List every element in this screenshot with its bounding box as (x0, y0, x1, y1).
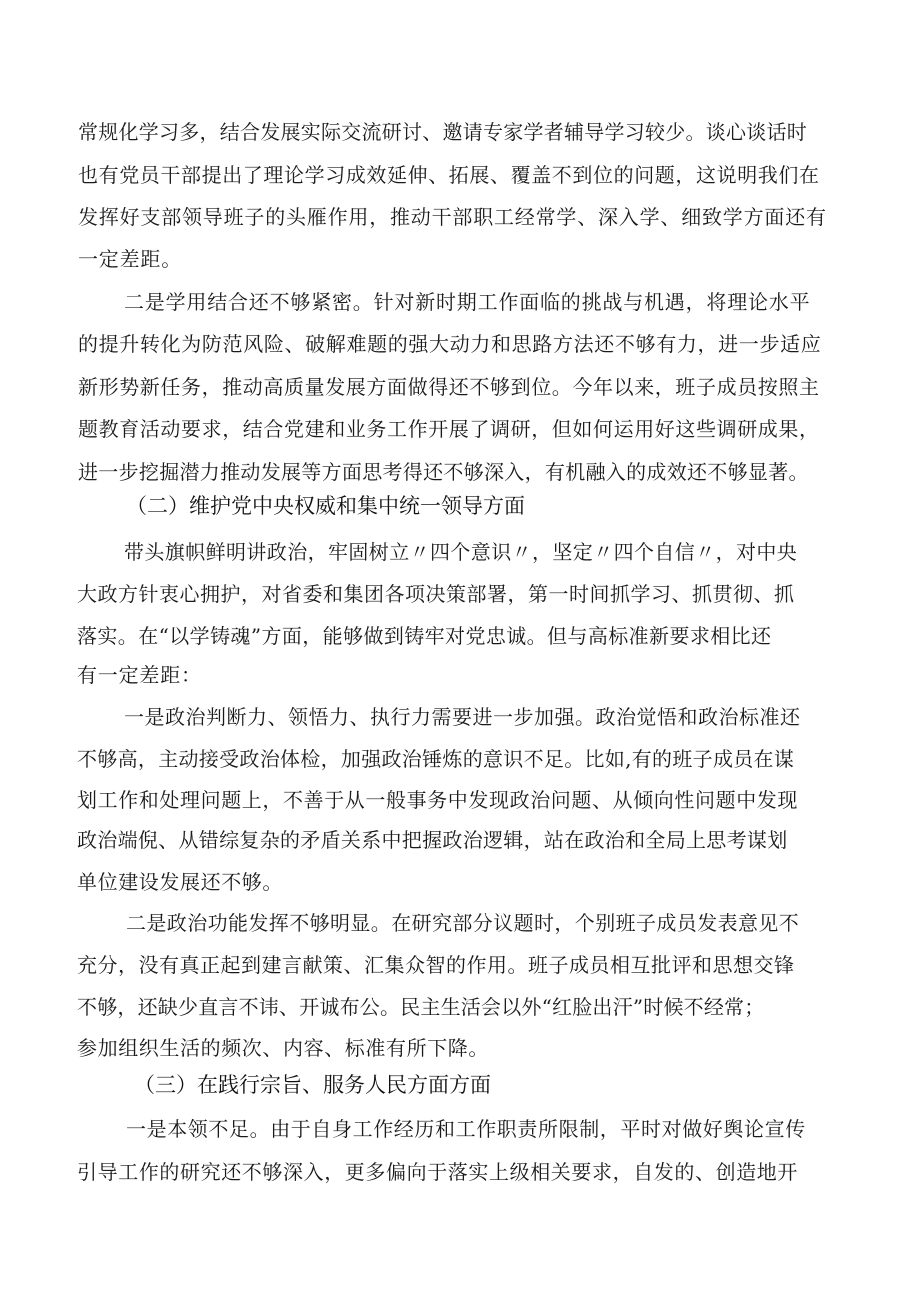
paragraph-line: 二是政治功能发挥不够明显。在研究部分议题时，个别班子成员发表意见不 (126, 911, 800, 935)
paragraph-line: 一是本领不足。由于自身工作经历和工作职责所限制，平时对做好舆论宣传 (126, 1117, 806, 1141)
paragraph-line: 落实。在“以学铸魂”方面，能够做到铸牢对党忠诚。但与高标准新要求相比还 (77, 624, 772, 648)
paragraph-line: 新形势新任务，推动高质量发展方面做得还不够到位。今年以来，班子成员按照主 (78, 375, 820, 399)
paragraph-line: 大政方针衷心拥护，对省委和集团各项决策部署，第一时间抓学习、抓贯彻、抓 (77, 582, 795, 606)
paragraph-line: 发挥好支部领导班子的头雁作用，推动干部职工经常学、深入学、细致学方面还有 (78, 205, 827, 229)
paragraph-line: 充分，没有真正起到建言献策、汇集众智的作用。班子成员相互批评和思想交锋 (77, 953, 795, 977)
paragraph-line: 也有党员干部提出了理论学习成效延伸、拓展、覆盖不到位的问题，这说明我们在 (78, 163, 820, 187)
paragraph-line: 有一定差距： (77, 663, 202, 687)
section-heading: （二）维护党中央权威和集中统一领导方面 (126, 494, 525, 518)
paragraph-line: 进一步挖掘潜力推动发展等方面思考得还不够深入，有机融入的成效还不够显著。 (78, 460, 809, 484)
paragraph-line: 不够高，主动接受政治体检，加强政治锤炼的意识不足。比如,有的班子成员在谋 (77, 747, 795, 771)
paragraph-line: 常规化学习多，结合发展实际交流研讨、邀请专家学者辅导学习较少。谈心谈话时 (78, 120, 807, 144)
paragraph-line: 划工作和处理问题上，不善于从一般事务中发现政治问题、从倾向性问题中发现 (77, 788, 798, 812)
paragraph-line: 不够，还缺少直言不讳、开诚布公。民主生活会以外“红脸出汗”时候不经常； (77, 995, 765, 1019)
paragraph-line: 题教育活动要求，结合党建和业务工作开展了调研，但如何运用好这些调研成果， (78, 417, 820, 441)
paragraph-line: 一定差距。 (78, 247, 182, 271)
section-heading: （三）在践行宗旨、服务人民方面方面 (134, 1073, 491, 1097)
paragraph-line: 引导工作的研究还不够深入，更多偏向于落实上级相关要求，自发的、创造地开 (77, 1160, 798, 1184)
paragraph-line: 政治端倪、从错综复杂的矛盾关系中把握政治逻辑，站在政治和全局上思考谋划 (77, 828, 788, 852)
paragraph-line: 单位建设发展还不够。 (77, 870, 283, 894)
paragraph-line: 参加组织生活的频次、内容、标准有所下降。 (77, 1036, 489, 1060)
paragraph-line: 的提升转化为防范风险、破解难题的强大动力和思路方法还不够有力，进一步适应 (78, 332, 822, 356)
paragraph-line: 二是学用结合还不够紧密。针对新时期工作面临的挑战与机遇，将理论水平 (124, 290, 811, 314)
paragraph-line: 一是政治判断力、领悟力、执行力需要进一步加强。政治觉悟和政治标准还 (124, 705, 801, 729)
paragraph-line: 带头旗帜鲜明讲政治，牢固树立〃四个意识〃，坚定〃四个自信〃，对中央 (124, 540, 798, 564)
